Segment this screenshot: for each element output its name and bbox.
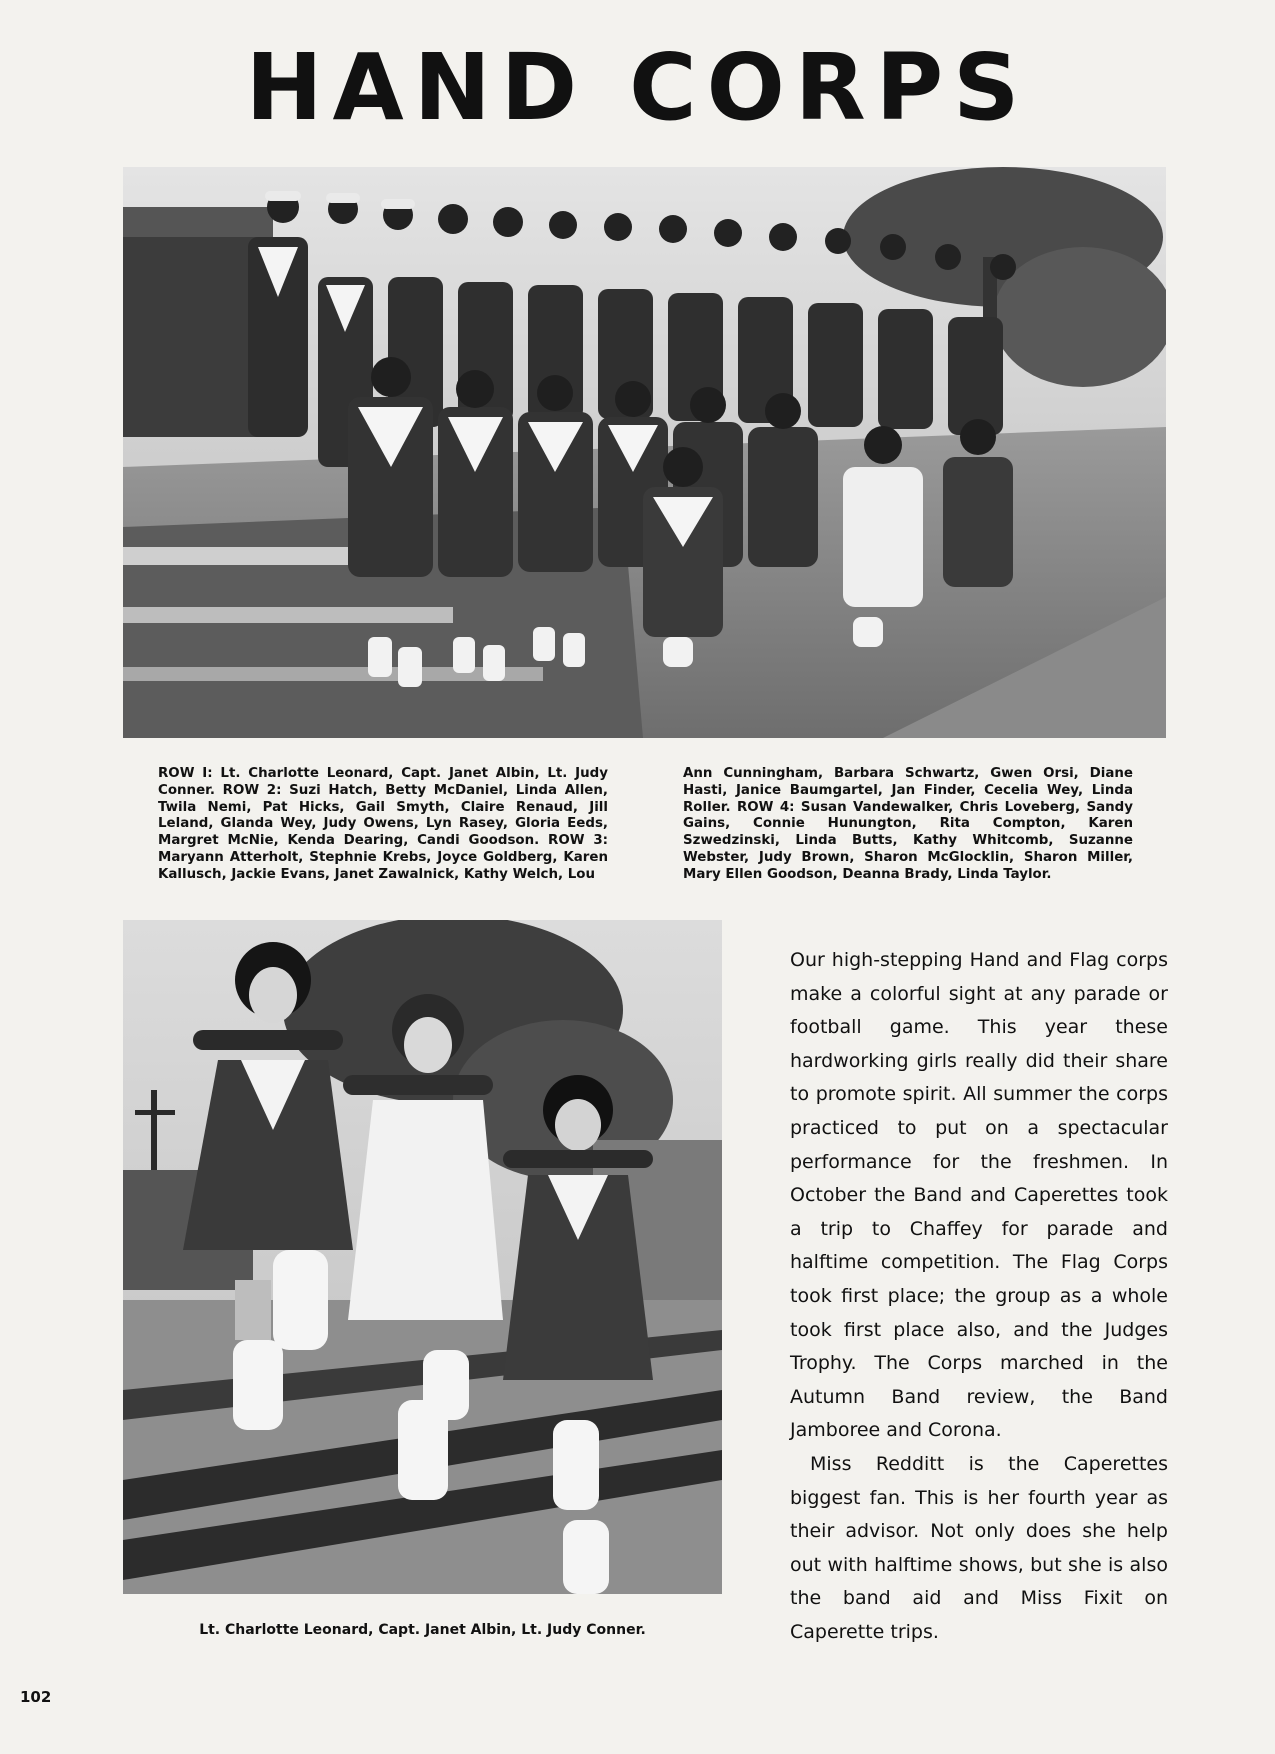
group-photo-caption-left: ROW I: Lt. Charlotte Leonard, Capt. Janet Albin, Lt. Judy Conner. ROW 2: Suzi Hatch, Betty McDaniel, Linda Allen, Twila Nemi, Pat Hicks, Gail Smyth, Claire Renaud, Jill Leland, Glanda Wey, Judy Owens, Lyn Rasey, Gloria Eeds, Margret McNie, Kenda Dearing, Candi Goodson. ROW 3: Maryann Atterholt, Stephnie Krebs, Joyce Goldberg, Karen Kallusch, Jackie Evans, Janet Zawalnick, Kathy Welch, Lou <box>158 766 608 882</box>
page-title: HAND CORPS <box>245 34 1030 141</box>
officers-photo <box>123 920 722 1594</box>
article-paragraph-1: Our high-stepping Hand and Flag corps make a colorful sight at any parade or football game. This year these hardworking girls really did their share to promote spirit. All summer the corps practiced to put on a spectacular performance for the freshmen. In October the Band and Caperettes took a trip to Chaffey for parade and halftime competition. The Flag Corps took first place; the group as a whole took first place also, and the Judges Trophy. The Corps marched in the Autumn Band review, the Band Jamboree and Corona. <box>790 949 1168 1442</box>
group-photo-caption-right: Ann Cunningham, Barbara Schwartz, Gwen Orsi, Diane Hasti, Janice Baumgartel, Jan Finder, Cecelia Wey, Linda Roller. ROW 4: Susan Vandewalker, Chris Loveberg, Sandy Gains, Connie Hunungton, Rita Compton, Karen Szwedzinski, Linda Butts, Kathy Whitcomb, Suzanne Webster, Judy Brown, Sharon McGlocklin, Sharon Miller, Mary Ellen Goodson, Deanna Brady, Linda Taylor. <box>683 766 1133 882</box>
officers-photo-image <box>123 920 722 1594</box>
article-text <box>790 944 1168 1649</box>
page-number: 102 <box>20 1688 52 1706</box>
group-photo-image <box>123 167 1166 738</box>
article-paragraph-2: Miss Redditt is the Caperettes biggest fan. This is her fourth year as their advisor. Not only does she help out with halftime shows, but she is also the band aid and Miss Fixit on Caperette trips. <box>790 1452 1168 1643</box>
officers-photo-caption: Lt. Charlotte Leonard, Capt. Janet Albin, Lt. Judy Conner. <box>199 1622 646 1638</box>
group-photo <box>123 167 1166 738</box>
